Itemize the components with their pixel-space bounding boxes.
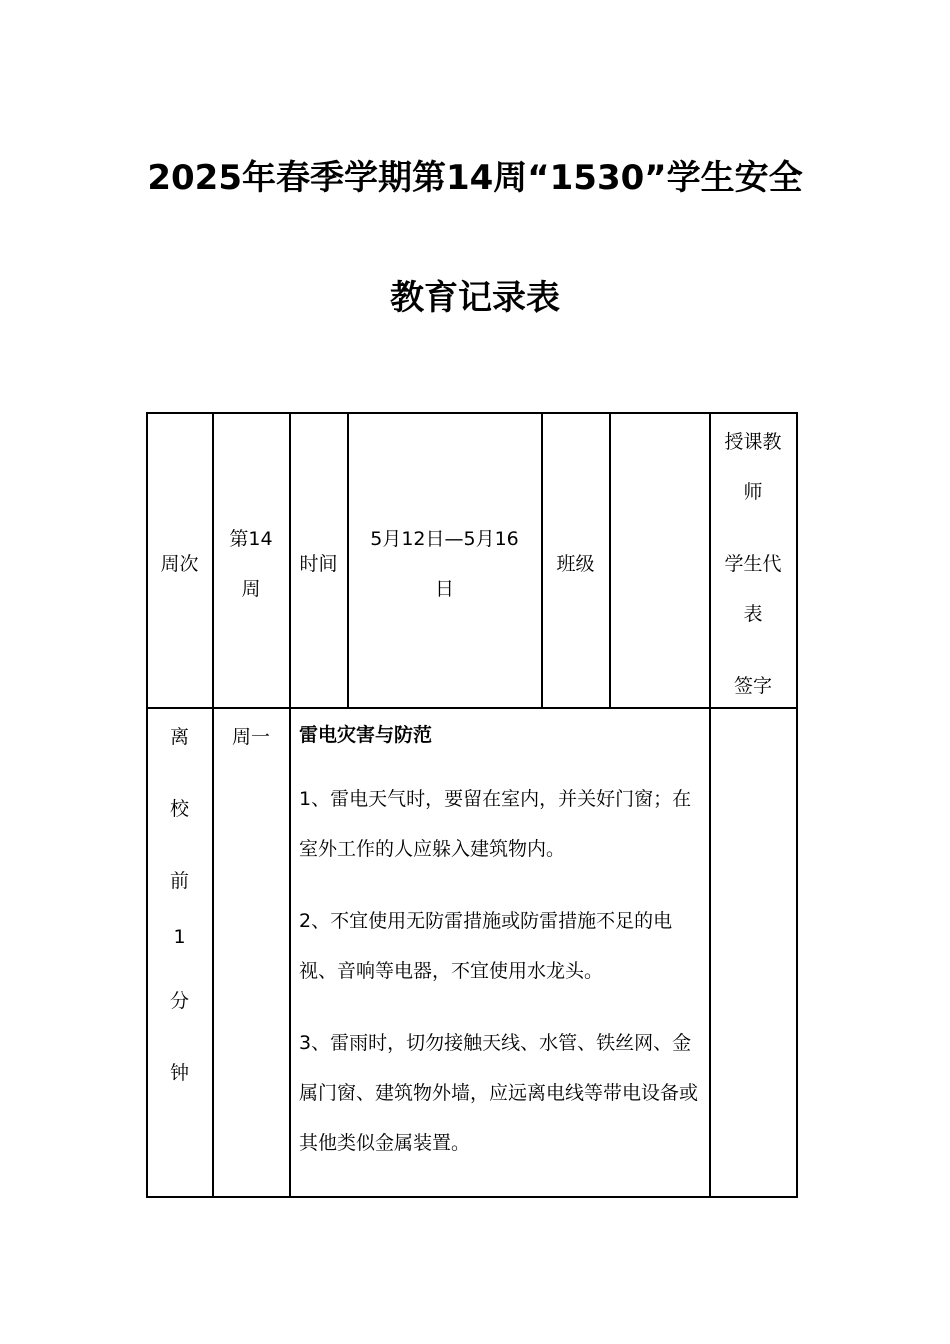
category-char: 校 bbox=[169, 798, 189, 820]
signature-label bbox=[710, 427, 796, 697]
category-char: 离 bbox=[169, 726, 189, 748]
signature-label-line-1: 授课教 bbox=[724, 431, 782, 453]
table-col-divider bbox=[289, 412, 291, 1197]
table-row-divider bbox=[146, 707, 798, 709]
signature-label-line-3: 学生代 bbox=[724, 553, 782, 575]
category-char: 分 bbox=[169, 990, 189, 1012]
table-border-top bbox=[146, 412, 798, 414]
category-char: 1 bbox=[173, 926, 186, 948]
table-col-divider bbox=[609, 412, 611, 708]
signature-label-line-2: 师 bbox=[743, 481, 763, 503]
table-border-bottom bbox=[146, 1196, 798, 1198]
lesson-content bbox=[299, 718, 699, 1168]
time-value bbox=[348, 524, 541, 600]
signature-label-line-4: 表 bbox=[743, 603, 763, 625]
lesson-paragraph-2: 2、不宜使用无防雷措施或防雷措施不足的电视、音响等电器，不宜使用水龙头。 bbox=[299, 910, 673, 982]
signature-label-line-5: 签字 bbox=[733, 675, 772, 697]
table-border-right bbox=[796, 412, 798, 1197]
week-label: 周次 bbox=[160, 553, 199, 575]
lesson-heading: 雷电灾害与防范 bbox=[299, 724, 433, 746]
category-vertical-text bbox=[147, 722, 212, 1102]
lesson-paragraph-3: 3、雷雨时，切勿接触天线、水管、铁丝网、金属门窗、建筑物外墙，应远离电线等带电设备或其他类似金属装置。 bbox=[299, 1032, 699, 1154]
time-value-line-2: 日 bbox=[434, 578, 454, 600]
class-label: 班级 bbox=[556, 553, 595, 575]
category-char: 前 bbox=[169, 870, 189, 892]
time-value-line-1: 5月12日—5月16 bbox=[370, 528, 519, 550]
day-label: 周一 bbox=[231, 726, 270, 748]
document-title-line-1: 2025年春季学期第14周“1530”学生安全 bbox=[147, 158, 803, 198]
week-value bbox=[213, 524, 289, 600]
category-char: 钟 bbox=[169, 1062, 189, 1084]
document-title-line-2: 教育记录表 bbox=[390, 278, 560, 318]
week-value-line-1: 第14 bbox=[229, 528, 273, 550]
week-value-line-2: 周 bbox=[241, 578, 261, 600]
time-label: 时间 bbox=[299, 553, 338, 575]
lesson-paragraph-1: 1、雷电天气时，要留在室内，并关好门窗；在室外工作的人应躲入建筑物内。 bbox=[299, 788, 692, 860]
